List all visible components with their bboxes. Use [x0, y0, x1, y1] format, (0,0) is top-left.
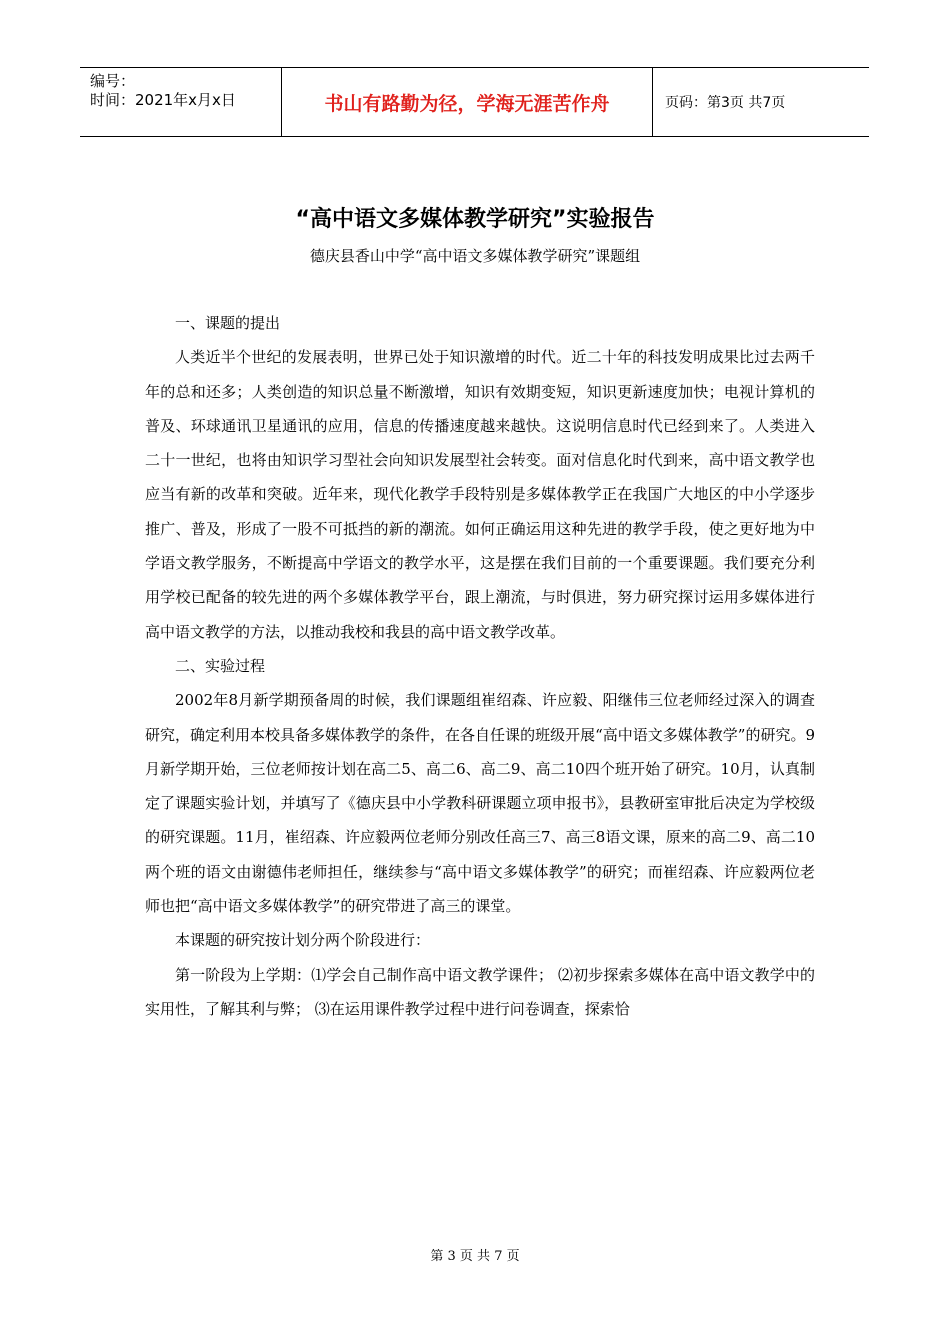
- paragraph: 人类近半个世纪的发展表明，世界已处于知识激增的时代。近二十年的科技发明成果比过去两千年的总和还多；人类创造的知识总量不断激增，知识有效期变短，知识更新速度加快；电视计算机的普及、环球通讯卫星通讯的应用，信息的传播速度越来越快。这说明信息时代已经到来了。人类进入二十一世纪，也将由知识学习型社会向知识发展型社会转变。面对信息化时代到来，高中语文教学也应当有新的改革和突破。近年来，现代化教学手段特别是多媒体教学正在我国广大地区的中小学逐步推广、普及，形成了一股不可抵挡的新的潮流。如何正确运用这种先进的教学手段，使之更好地为中学语文教学服务，不断提高中学语文的教学水平，这是摆在我们目前的一个重要课题。我们要充分利用学校已配备的较先进的两个多媒体教学平台，跟上潮流，与时俱进，努力研究探讨运用多媒体进行高中语文教学的方法，以推动我校和我县的高中语文教学改革。: [145, 348, 815, 641]
- page-info: 页码：第3页 共7页: [665, 95, 786, 111]
- header-table: [80, 67, 869, 137]
- document-title: “高中语文多媒体教学研究”实验报告: [295, 207, 655, 232]
- number-label: 编号：: [90, 72, 136, 90]
- page-footer: 第 3 页 共 7 页: [430, 1249, 520, 1264]
- paragraph: 第一阶段为上学期：⑴学会自己制作高中语文教学课件； ⑵初步探索多媒体在高中语文教学中的实用性，了解其利与弊； ⑶在运用课件教学过程中进行问卷调查，探索恰: [145, 965, 815, 1018]
- section-heading: 二、实验过程: [175, 656, 266, 675]
- motto-text: 书山有路勤为径，学海无涯苦作舟: [324, 92, 610, 115]
- header-meta-cell: [80, 68, 282, 136]
- header-motto-cell: [282, 68, 653, 136]
- section-heading: 一、课题的提出: [175, 314, 281, 332]
- paragraph: 2002年8月新学期预备周的时候，我们课题组崔绍森、许应毅、阳继伟三位老师经过深入的调查研究，确定利用本校具备多媒体教学的条件，在各自任课的班级开展“高中语文多媒体教学”的研究。9月新学期开始，三位老师按计划在高二5、高二6、高二9、高二10四个班开始了研究。10月，认真制定了课题实验计划，并填写了《德庆县中小学教科研课题立项申报书》，县教研室审批后决定为学校级的研究课题。11月，崔绍森、许应毅两位老师分别改任高三7、高三8语文课，原来的高二9、高二10两个班的语文由谢德伟老师担任，继续参与“高中语文多媒体教学”的研究；而崔绍森、许应毅两位老师也把“高中语文多媒体教学”的研究带进了高三的课堂。: [145, 691, 815, 916]
- time-label: 时间：2021年x月x日: [90, 91, 236, 109]
- document-body: [145, 306, 815, 1026]
- document-subtitle: 德庆县香山中学“高中语文多媒体教学研究”课题组: [309, 247, 641, 265]
- paragraph: 本课题的研究按计划分两个阶段进行：: [175, 931, 431, 950]
